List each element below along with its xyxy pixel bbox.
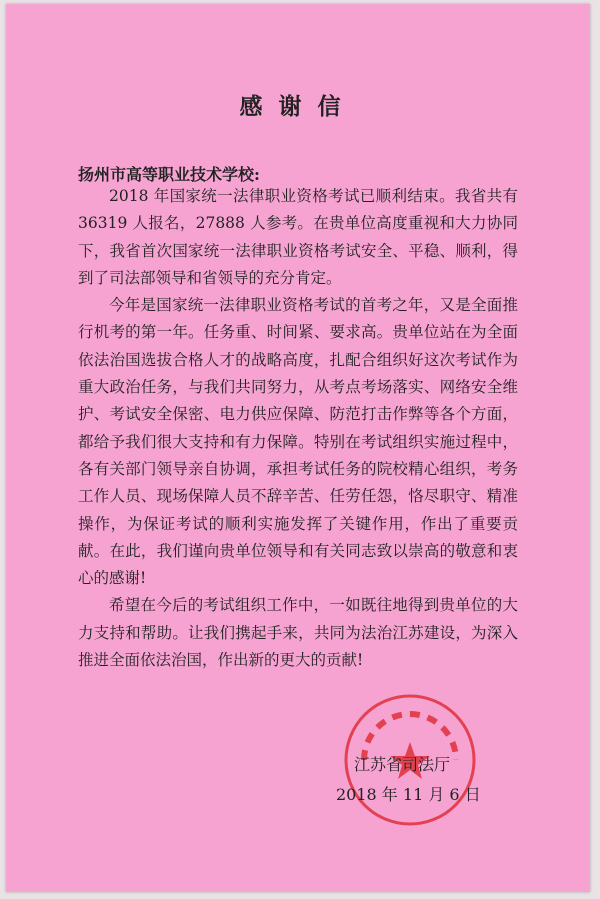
letter-paragraph: 希望在今后的考试组织工作中，一如既往地得到贵单位的大力支持和帮助。让我们携起手来，共同为法治江苏建设，为深入推进全面依法治国，作出新的更大的贡献! xyxy=(78,596,518,670)
letter-salutation: 扬州市高等职业技术学校: xyxy=(78,165,260,184)
letter-page xyxy=(6,4,590,892)
sender-name: 江苏省司法厅 xyxy=(354,755,451,774)
letter-date: 2018 年 11 月 6 日 xyxy=(336,785,481,804)
letter-paragraph: 2018 年国家统一法律职业资格考试已顺利结束。我省共有 36319 人报名，27888 人参考。在贵单位高度重视和大力协同下，我省首次国家统一法律职业资格考试安全、平稳、顺利，得到了司法部领导和省领导的充分肯定。 xyxy=(78,187,518,287)
letter-body xyxy=(78,183,518,674)
letter-title: 感谢信 xyxy=(239,93,357,120)
letter-paragraph: 今年是国家统一法律职业资格考试的首考之年，又是全面推行机考的第一年。任务重、时间紧、要求高。贵单位站在为全面依法治国选拔合格人才的战略高度，扎配合组织好这次考试作为重大政治任务，与我们共同努力，从考点考场落实、网络安全维护、考试安全保密、电力供应保障、防范打击作弊等各个方面，都给予我们很大支持和有力保障。特别在考试组织实施过程中，各有关部门领导亲自协调，承担考试任务的院校精心组织，考务工作人员、现场保障人员不辞辛苦、任劳任怨，恪尽职守、精准操作，为保证考试的顺利实施发挥了关键作用，作出了重要贡献。在此，我们谨向贵单位领导和有关同志致以崇高的敬意和衷心的感谢! xyxy=(78,296,518,588)
